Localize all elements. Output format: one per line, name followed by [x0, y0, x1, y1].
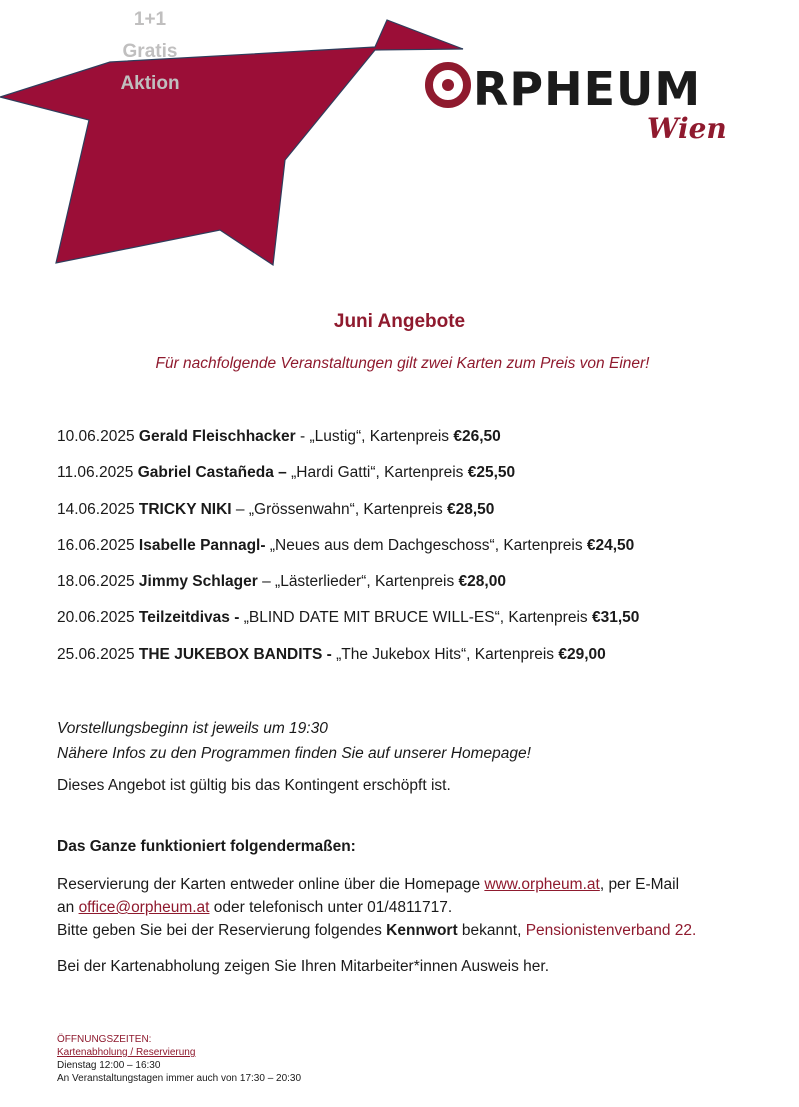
event-separator: – — [231, 500, 249, 518]
event-date: 25.06.2025 — [57, 645, 135, 663]
start-time-note: Vorstellungsbeginn ist jeweils um 19:30 — [57, 720, 328, 737]
event-row — [57, 425, 777, 461]
event-price: €26,50 — [453, 428, 501, 445]
opening-hours-heading: ÖFFNUNGSZEITEN: — [57, 1034, 152, 1045]
event-row — [57, 570, 777, 606]
badge-line-3: Aktion — [120, 73, 180, 94]
event-row — [57, 534, 777, 570]
event-program: „Neues aus dem Dachgeschoss“, Kartenpreis — [269, 536, 587, 554]
event-artist: TRICKY NIKI — [138, 500, 232, 518]
how-it-works-heading: Das Ganze funktioniert folgendermaßen: — [57, 838, 356, 855]
validity-note: Dieses Angebot ist gültig bis das Kontingent erschöpft ist. — [57, 777, 451, 794]
event-artist: Isabelle Pannagl- — [138, 536, 266, 554]
opening-hours-footer — [57, 1033, 301, 1085]
box-office-link[interactable]: Kartenabholung / Reservierung — [57, 1047, 196, 1058]
event-price: €25,50 — [467, 464, 516, 482]
event-date: 14.06.2025 — [57, 500, 135, 518]
event-row — [57, 461, 777, 497]
event-separator: - — [295, 428, 310, 445]
event-artist: Gerald Fleischhacker — [138, 428, 296, 445]
info-block — [57, 716, 777, 795]
event-date: 16.06.2025 — [57, 536, 135, 554]
reservation-line-2: an office@orpheum.at oder telefonisch unter 01/4811717. — [57, 899, 453, 916]
event-date: 20.06.2025 — [57, 609, 135, 627]
orpheum-logo — [425, 62, 727, 145]
reservation-line-1: Reservierung der Karten entweder online über die Homepage www.orpheum.at, per E-Mail — [57, 876, 680, 893]
event-program: „BLIND DATE MIT BRUCE WILL-ES“, Kartenpreis — [243, 609, 592, 627]
event-date: 18.06.2025 — [57, 573, 135, 591]
logo-o-ring-icon — [425, 62, 471, 108]
event-price: €24,50 — [586, 536, 635, 554]
page-subtitle: Für nachfolgende Veranstaltungen gilt zwei Karten zum Preis von Einer! — [155, 355, 650, 372]
event-artist: Teilzeitdivas - — [138, 609, 240, 627]
event-price: €28,50 — [447, 500, 495, 518]
logo-wordmark: RPHEUM — [425, 62, 725, 116]
event-list — [57, 425, 777, 679]
event-price: €31,50 — [591, 609, 640, 627]
event-date: 11.06.2025 — [57, 464, 134, 482]
event-artist: Gabriel Castañeda – — [137, 464, 287, 482]
event-date: 10.06.2025 — [57, 428, 135, 445]
event-row — [57, 498, 777, 534]
keyword-value: Pensionistenverband 22. — [525, 922, 697, 939]
opening-hours-event-days: An Veranstaltungstagen immer auch von 17:30 – 20:30 — [57, 1073, 302, 1084]
promo-star-shape — [0, 0, 470, 270]
event-row — [57, 606, 777, 642]
website-link[interactable]: www.orpheum.at — [484, 876, 600, 893]
event-program: „Grössenwahn“, Kartenpreis — [248, 500, 447, 518]
event-artist: Jimmy Schlager — [138, 573, 258, 591]
logo-city: Wien — [647, 112, 727, 145]
event-program: „Lästerlieder“, Kartenpreis — [275, 573, 459, 591]
pickup-note: Bei der Kartenabholung zeigen Sie Ihren Mitarbeiter*innen Ausweis her. — [57, 958, 550, 975]
event-program: „The Jukebox Hits“, Kartenpreis — [336, 645, 559, 663]
reservation-line-3: Bitte geben Sie bei der Reservierung folgendes Kennwort bekannt, Pensionistenverband 22. — [57, 922, 697, 939]
opening-hours-weekday: Dienstag 12:00 – 16:30 — [57, 1060, 161, 1071]
event-price: €29,00 — [558, 645, 606, 663]
page-title: Juni Angebote — [333, 311, 466, 332]
event-program: „Hardi Gatti“, Kartenpreis — [291, 464, 468, 482]
event-separator: – — [257, 573, 276, 591]
keyword-label: Kennwort — [386, 922, 458, 939]
more-info-note: Nähere Infos zu den Programmen finden Sie auf unserer Homepage! — [57, 745, 531, 762]
email-link[interactable]: office@orpheum.at — [78, 899, 210, 916]
event-row — [57, 643, 777, 679]
badge-line-1: 1+1 — [133, 9, 167, 30]
event-artist: THE JUKEBOX BANDITS - — [138, 645, 332, 663]
badge-line-2: Gratis — [122, 41, 178, 62]
event-program: „Lustig“, Kartenpreis — [309, 428, 454, 445]
promo-badge — [108, 4, 192, 100]
reservation-instructions — [57, 873, 777, 942]
event-price: €28,00 — [458, 573, 506, 591]
